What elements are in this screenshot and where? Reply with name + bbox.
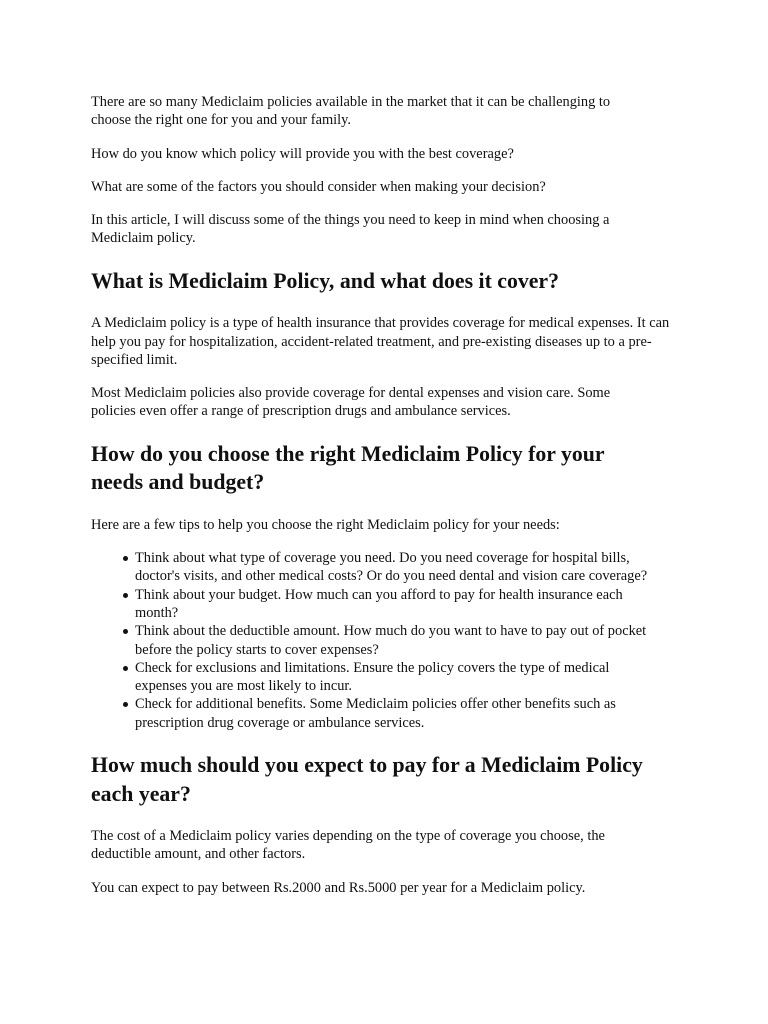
tip-item-deductible: Think about the deductible amount. How much do you want to have to pay out of pocket before the policy starts to cover expenses?: [135, 622, 675, 659]
section-heading-what-is: What is Mediclaim Policy, and what does it cover?: [91, 268, 559, 293]
section1-paragraph-1: A Mediclaim policy is a type of health insurance that provides coverage for medical expenses. It can help you pay for hospitalization, accident-related treatment, and pre-existing diseases up to a pre-specified limit.: [91, 315, 670, 368]
section-heading-cost: How much should you expect to pay for a Mediclaim Policy each year?: [91, 753, 643, 806]
tip-item-exclusions: Check for exclusions and limitations. Ensure the policy covers the type of medical expenses you are most likely to incur.: [135, 659, 641, 696]
intro-paragraph-3: What are some of the factors you should consider when making your decision?: [91, 178, 546, 195]
section2-intro: Here are a few tips to help you choose the right Mediclaim policy for your needs:: [91, 516, 560, 533]
section3-paragraph-1: The cost of a Mediclaim policy varies depending on the type of coverage you choose, the deductible amount, and other factors.: [91, 828, 605, 863]
tip-item-budget: Think about your budget. How much can you afford to pay for health insurance each month?: [135, 586, 633, 623]
intro-paragraph-2: How do you know which policy will provide you with the best coverage?: [91, 145, 514, 162]
tip-item-benefits: Check for additional benefits. Some Mediclaim policies offer other benefits such as prescription drug coverage or ambulance services.: [135, 695, 653, 732]
section3-paragraph-2: You can expect to pay between Rs.2000 and Rs.5000 per year for a Mediclaim policy.: [91, 879, 586, 896]
intro-paragraph-4: In this article, I will discuss some of the things you need to keep in mind when choosing a Mediclaim policy.: [91, 212, 610, 247]
intro-paragraph-1: There are so many Mediclaim policies available in the market that it can be challenging to choose the right one for you and your family.: [91, 94, 611, 129]
tip-item-coverage: Think about what type of coverage you need. Do you need coverage for hospital bills, doctor's visits, and other medical costs? Or do you need dental and vision care coverage?: [135, 549, 675, 586]
section1-paragraph-2: Most Mediclaim policies also provide coverage for dental expenses and vision care. Some policies even offer a range of prescription drugs and ambulance services.: [91, 385, 611, 420]
tips-list: [91, 549, 675, 732]
article-page: [91, 93, 691, 897]
section-heading-how-to-choose: How do you choose the right Mediclaim Policy for your needs and budget?: [91, 441, 605, 495]
